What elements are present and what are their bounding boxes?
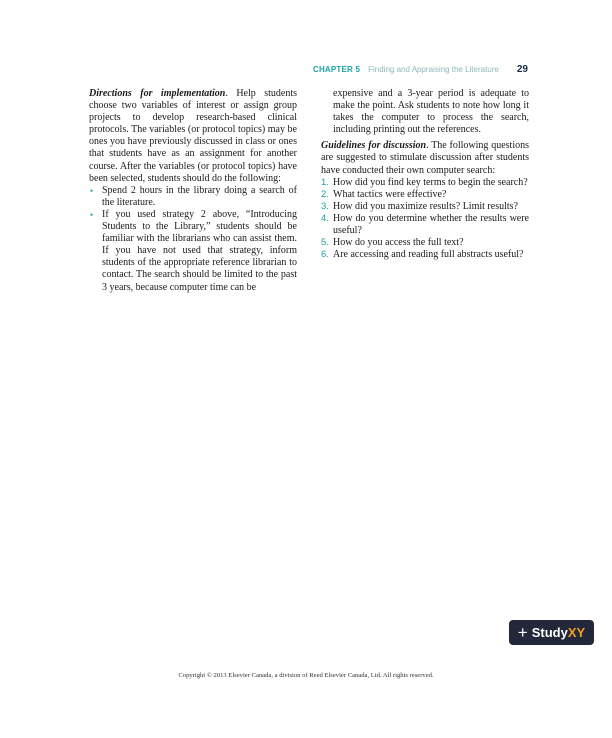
discussion-questions (321, 177, 529, 262)
copyright-footer: Copyright © 2013 Elsevier Canada, a division of Reed Elsevier Canada, Ltd. All rights reserved. (178, 672, 434, 679)
discussion-paragraph (321, 140, 529, 176)
question-item (321, 213, 529, 237)
question-number: 4. (321, 212, 329, 224)
question-number: 1. (321, 176, 329, 188)
question-text: How did you maximize results? Limit results? (333, 200, 518, 212)
bullet-item: • If you used strategy 2 above, “Introducing Students to the Library,” students should be familiar with the librarians who can assist them. If you have not used that strategy, inform students of the appropriate reference librarian to contact. The search should be limited to the past 3 years, because computer time can be (89, 209, 297, 294)
continuation-paragraph: expensive and a 3-year period is adequate to make the point. Ask students to note how long it takes the computer to process the search, including printing out the references. (333, 88, 529, 136)
page-number: 29 (516, 64, 528, 75)
question-item (321, 201, 529, 213)
section-title: Finding and Appraising the Literature (368, 65, 499, 74)
plus-icon: + (517, 623, 528, 642)
question-text: How do you determine whether the results were useful? (333, 212, 529, 237)
question-item (321, 177, 529, 189)
question-number: 3. (321, 200, 329, 212)
running-header (313, 64, 528, 75)
question-text: Are accessing and reading full abstracts useful? (333, 249, 524, 261)
right-column (321, 88, 529, 261)
question-text: How did you find key terms to begin the search? (333, 176, 528, 188)
implementation-heading: Directions for implementation (89, 88, 226, 99)
implementation-bullets (89, 185, 297, 294)
logo-xy-text: XY (567, 625, 586, 640)
discussion-text: . The following questions are suggested to stimulate discussion after students have conducted their own computer search: (321, 140, 530, 176)
question-number: 6. (321, 249, 329, 261)
question-text: What tactics were effective? (333, 188, 447, 200)
question-item (321, 189, 529, 201)
chapter-label: CHAPTER 5 (312, 65, 361, 74)
question-number: 5. (321, 237, 329, 249)
implementation-paragraph (89, 88, 297, 185)
studyxy-logo[interactable] (509, 620, 594, 645)
bullet-item: • Spend 2 hours in the library doing a search of the literature. (89, 185, 297, 209)
implementation-text: . Help students choose two variables of interest or assign group projects to develop research-based clinical protocols. The variables (or protocol topics) may be ones you have previously discussed in class or ones that students have as an assignment for another course. After the variables (or protocol topics) have been selected, students should do the following: (89, 88, 298, 184)
logo-study-text: Study (531, 625, 568, 640)
question-item (321, 249, 529, 261)
question-number: 2. (321, 188, 329, 200)
question-item (321, 237, 529, 249)
left-column (89, 88, 297, 294)
question-text: How do you access the full text? (333, 237, 464, 249)
discussion-heading: Guidelines for discussion (321, 140, 427, 152)
